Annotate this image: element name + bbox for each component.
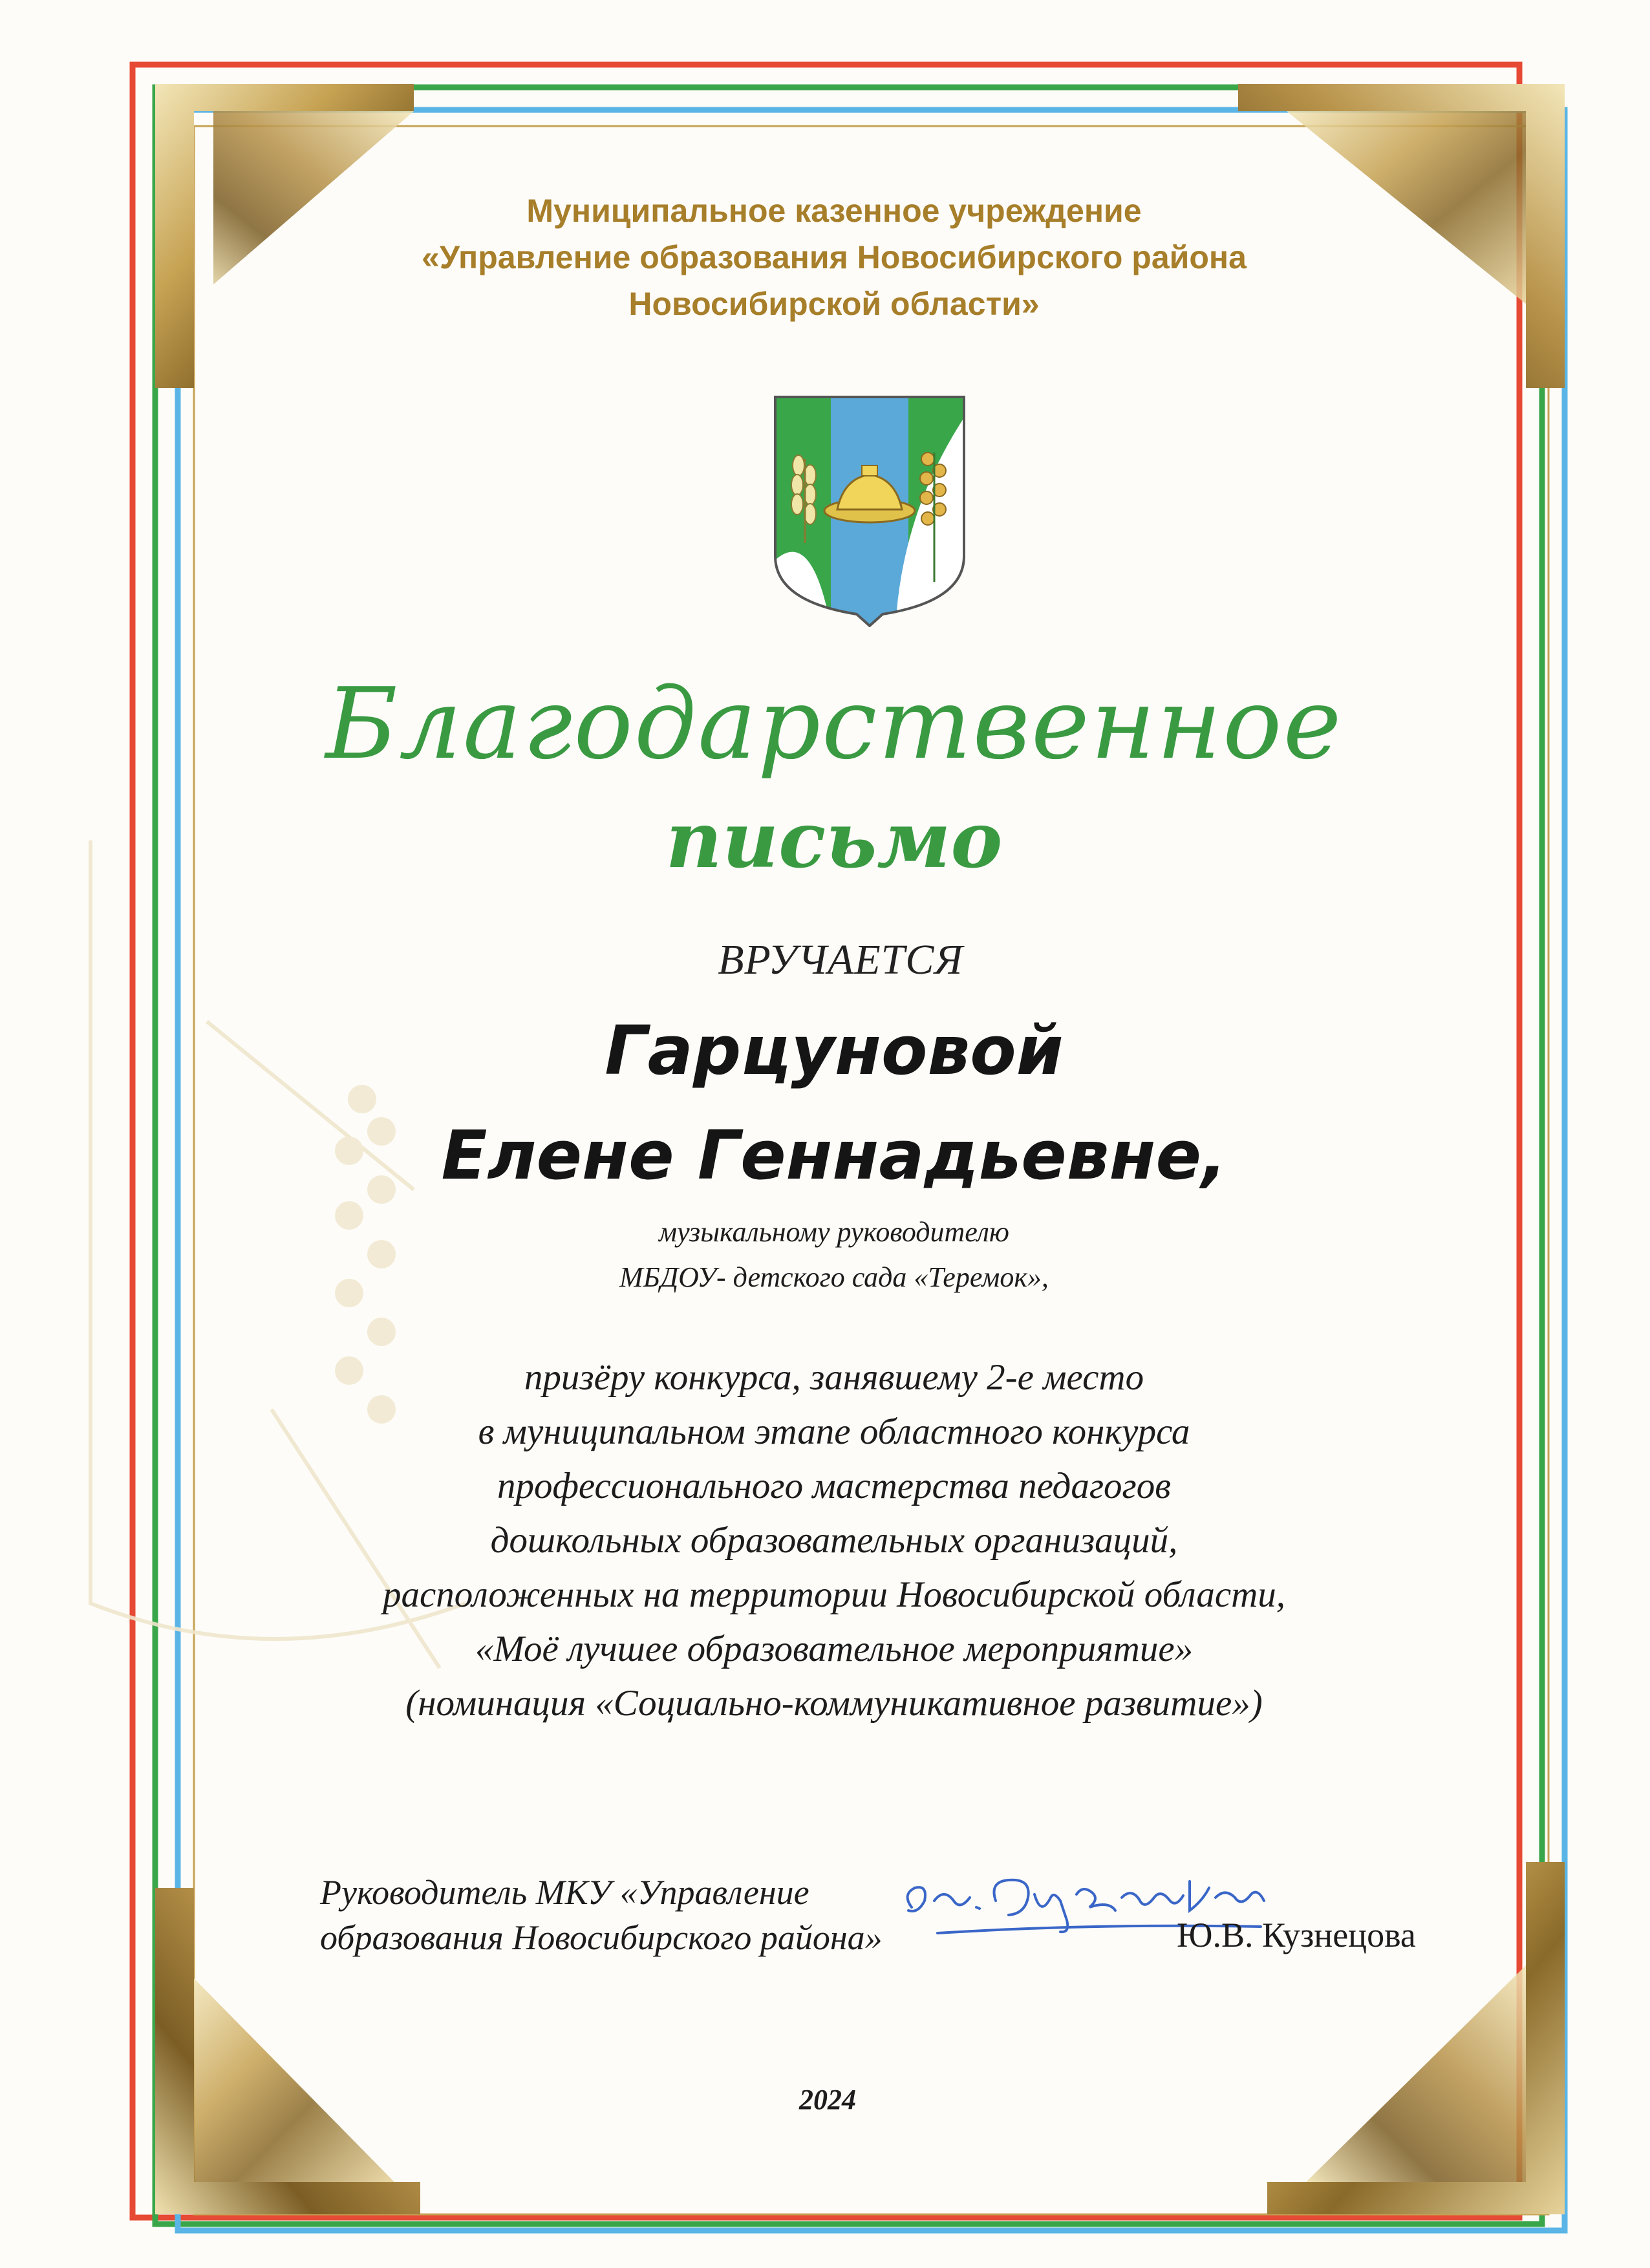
recipient-surname: Гарцуновой <box>605 1011 1064 1090</box>
header-line-3: Новосибирской области» <box>628 286 1040 322</box>
recipient-position-2: МБДОУ- детского сада «Теремок», <box>619 1261 1049 1293</box>
title-line-2: письмо <box>665 795 1003 886</box>
body-line-6: «Моё лучшее образовательное мероприятие» <box>475 1629 1194 1669</box>
title-line-1: Благодарственное <box>325 667 1343 781</box>
signatory-title-line-1: Руководитель МКУ «Управление <box>320 1873 809 1912</box>
body-line-5: расположенных на территории Новосибирской области, <box>382 1574 1286 1615</box>
year: 2024 <box>799 2084 856 2115</box>
award-phrase: ВРУЧАЕТСЯ <box>718 936 963 983</box>
recipient-name: Елене Геннадьевне, <box>441 1116 1227 1195</box>
coat-of-arms-icon <box>773 394 967 627</box>
body-line-2: в муниципальном этапе областного конкурса <box>478 1411 1190 1452</box>
recipient-position-1: музыкальному руководителю <box>659 1216 1009 1248</box>
body-line-4: дошкольных образовательных организаций, <box>490 1520 1178 1561</box>
body-line-3: профессионального мастерства педагогов <box>497 1466 1172 1506</box>
signatory-title-line-2: образования Новосибирского района» <box>320 1918 883 1957</box>
header-line-1: Муниципальное казенное учреждение <box>526 193 1142 229</box>
signatory-name: Ю.В. Кузнецова <box>1177 1916 1416 1954</box>
body-line-7: (номинация «Социально-коммуникативное развитие») <box>405 1683 1263 1724</box>
body-line-1: призёру конкурса, занявшему 2-е место <box>524 1357 1144 1398</box>
signatory-title <box>320 1870 883 1960</box>
header-line-2: «Управление образования Новосибирского района <box>422 239 1247 275</box>
